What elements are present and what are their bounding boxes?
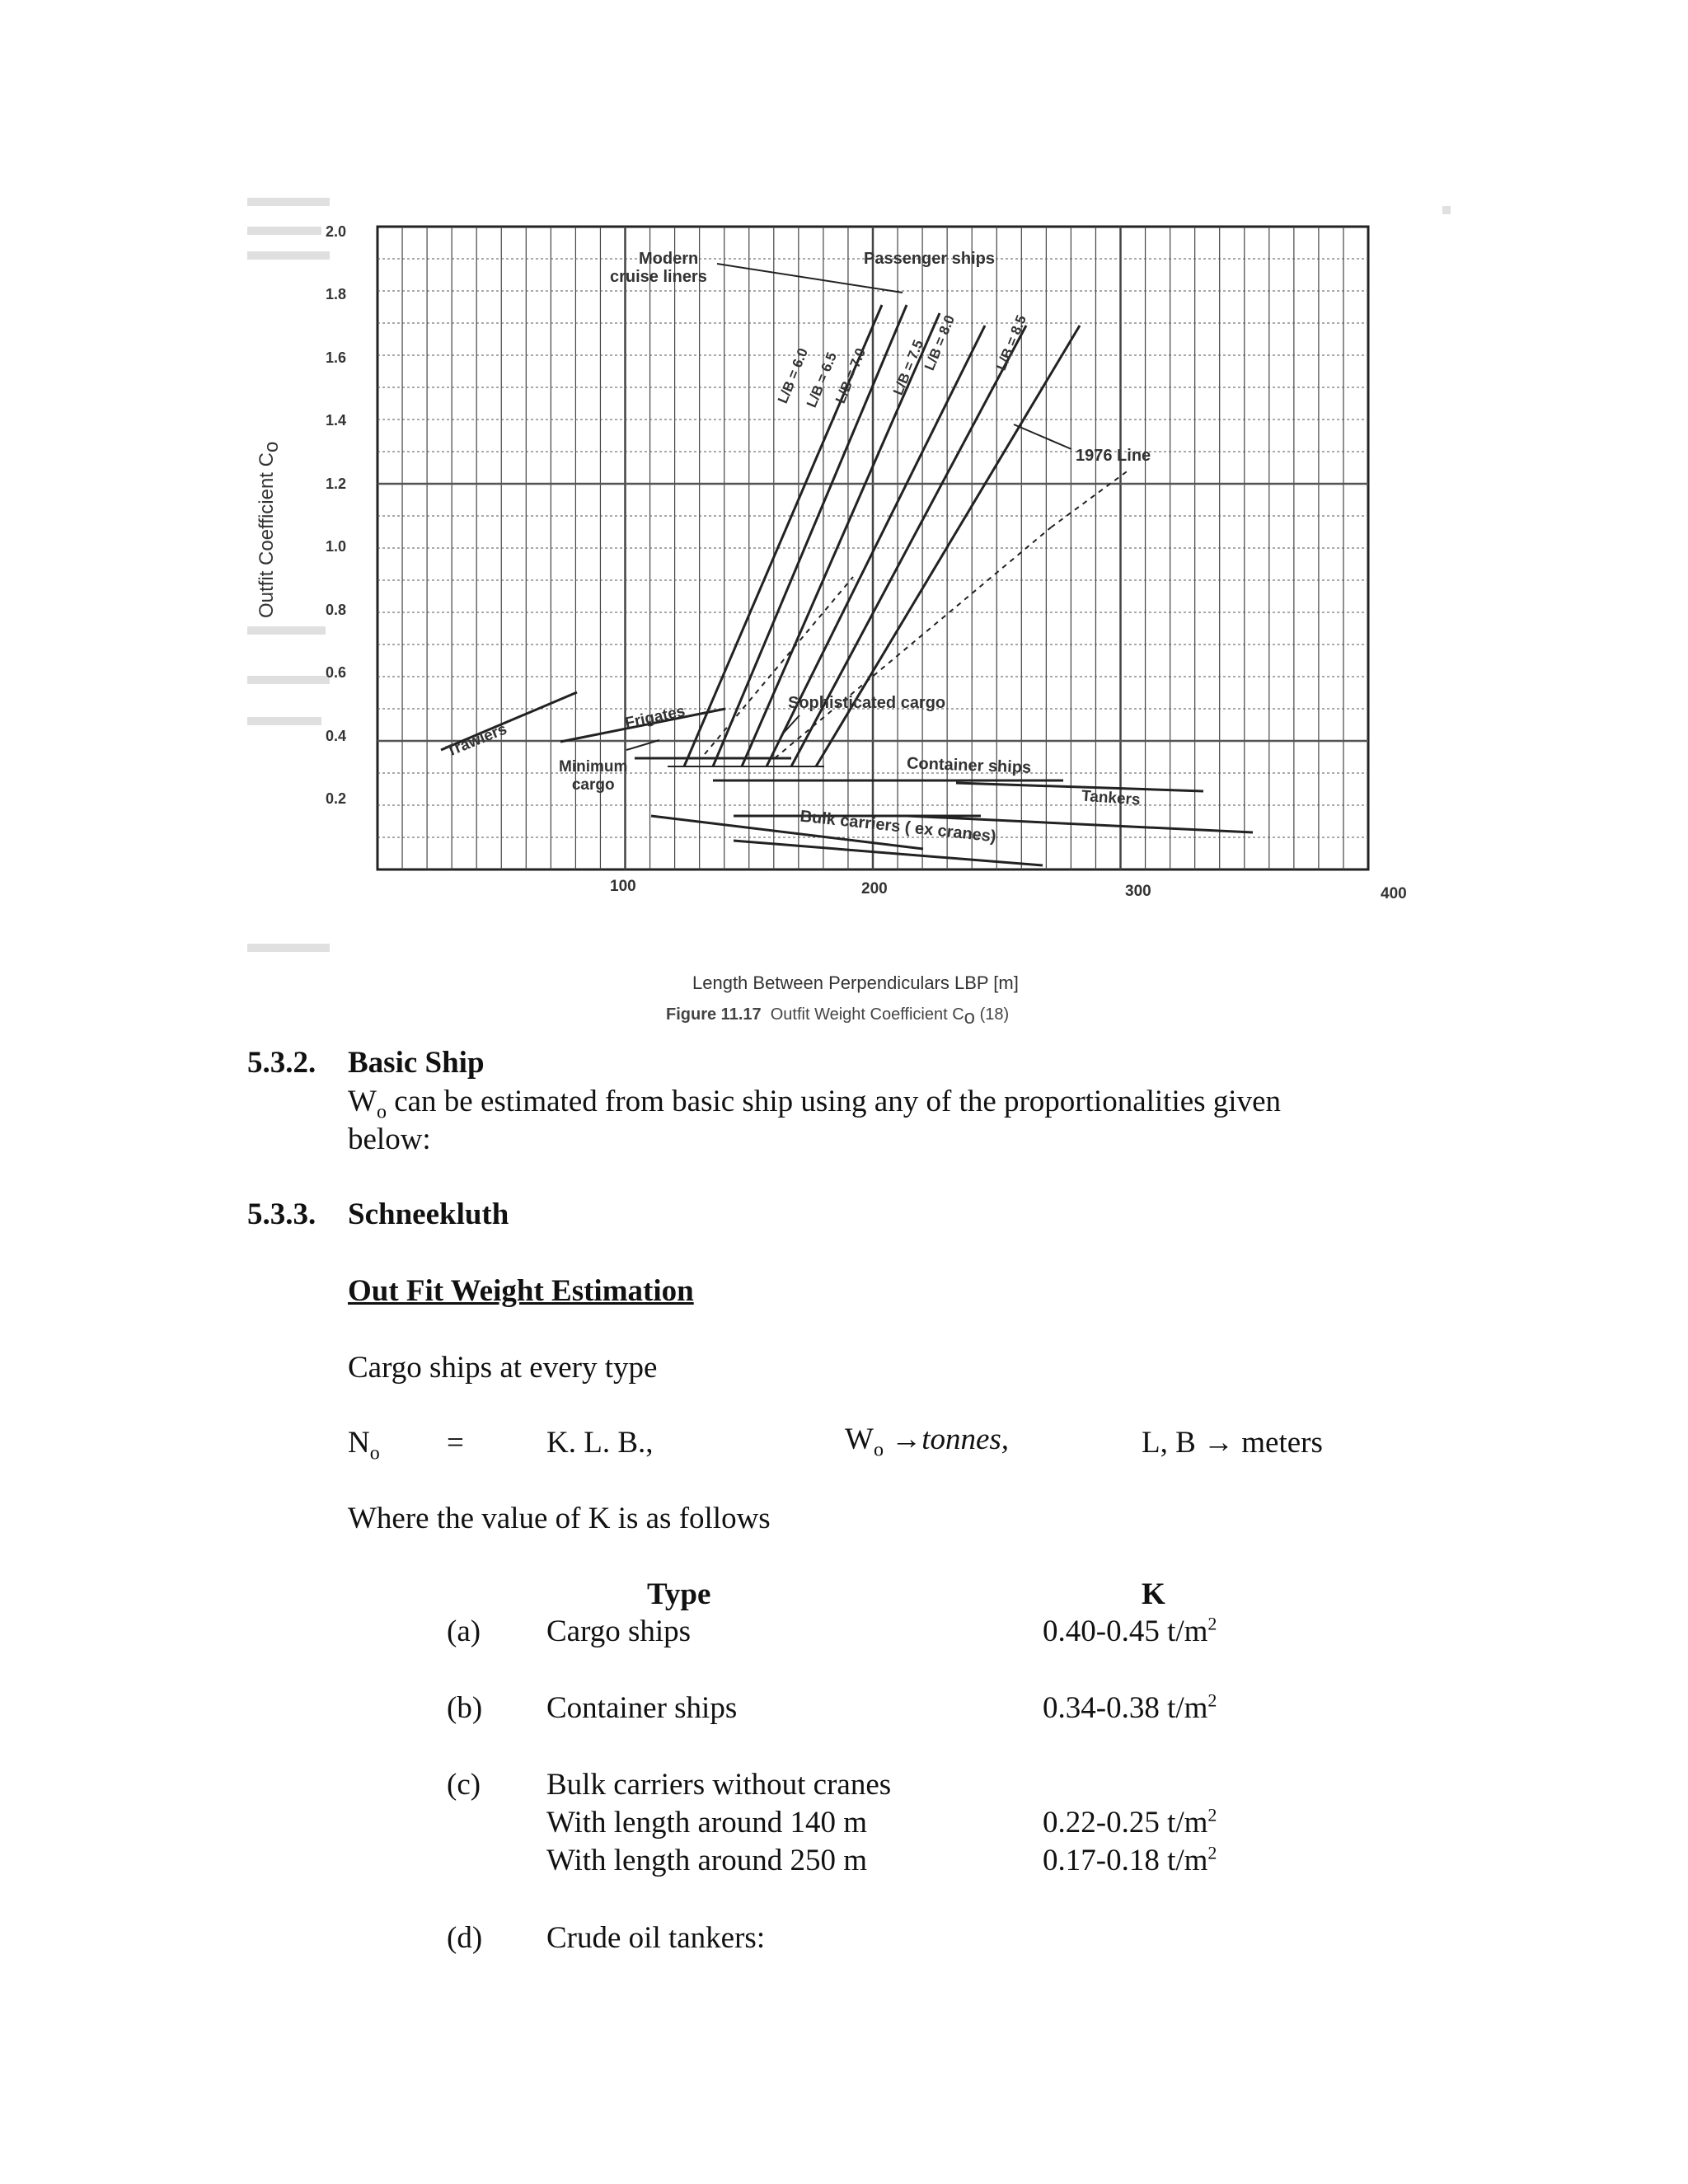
k-row-type: Bulk carriers without cranes — [546, 1768, 892, 1802]
label-passenger-ships: Passenger ships — [864, 250, 995, 268]
section-title-schneekluth: Schneekluth — [348, 1197, 509, 1231]
outfit-coefficient-figure — [247, 190, 1451, 1055]
label-tankers: Tankers — [1081, 787, 1142, 809]
figure-caption: Figure 11.17 Outfit Weight Coefficient $C_o$ (18) — [666, 1005, 1010, 1029]
label-bulk-carriers: Bulk carriers ( ex cranes) — [799, 807, 997, 846]
k-row-value: 0.17-0.18 $t/m^2$ — [1043, 1842, 1217, 1877]
k-value-intro: Where the value of K is as follows — [348, 1502, 771, 1535]
x-tick-label: 300 — [1125, 883, 1151, 900]
y-tick-label: 0.8 — [326, 601, 347, 618]
y-tick-label: 1.8 — [326, 286, 347, 303]
lb-ratio-label: L/B = 7.5 — [890, 337, 926, 398]
y-tick-label: 2.0 — [326, 223, 347, 240]
y-tick-label: 0.6 — [326, 664, 347, 682]
k-row-letter: (b) — [447, 1691, 483, 1725]
k-row-value: 0.22-0.25 $t/m^2$ — [1043, 1804, 1217, 1840]
y-tick-label: 1.6 — [326, 349, 347, 366]
k-row-type: With length around 140 m — [546, 1806, 868, 1840]
basic-ship-paragraph: $W_o$ can be estimated from basic ship using any of the proportionalities given below: — [348, 1085, 1282, 1156]
k-row-type: With length around 250 m — [546, 1844, 868, 1877]
formula-rhs: K. L. B., — [546, 1426, 654, 1460]
y-tick-label: 0.2 — [326, 790, 347, 807]
y-axis-label: Outfit Coefficient $C_o$ — [256, 441, 283, 618]
x-axis-label: Length Between Perpendiculars LBP [m] — [692, 972, 1019, 993]
k-row-letter: (a) — [447, 1615, 481, 1648]
outfit-weight-heading: Out Fit Weight Estimation — [348, 1274, 694, 1308]
k-row-letter: (c) — [447, 1768, 481, 1802]
x-tick-label: 100 — [610, 878, 636, 895]
line-1976-dotted — [1051, 470, 1129, 527]
lb-ratio-label: L/B = 8.0 — [921, 312, 958, 373]
k-row-value: 0.34-0.38 $t/m^2$ — [1043, 1690, 1217, 1725]
x-tick-label: 200 — [861, 880, 888, 898]
section-title-basic-ship: Basic Ship — [348, 1046, 485, 1080]
lb-ratio-label: L/B = 7.0 — [832, 345, 869, 406]
label-trawlers: Trawlers — [443, 720, 510, 761]
y-tick-label: 1.4 — [326, 412, 347, 429]
section-number-532: 5.3.2. — [247, 1046, 316, 1080]
passenger-dotted-line — [775, 527, 1051, 758]
lb-ratio-label: L/B = 8.5 — [993, 312, 1029, 373]
container-upper-line — [956, 783, 1203, 791]
label-frigates: Frigates — [623, 702, 687, 733]
label-minimum-cargo: Minimum cargo — [559, 758, 628, 794]
line-1976-arrow — [1014, 424, 1071, 449]
y-tick-label: 0.4 — [326, 727, 347, 744]
k-row-type: Crude oil tankers: — [546, 1921, 766, 1955]
lb-ratio-label: L/B = 6.0 — [775, 345, 811, 406]
label-sophisticated-cargo: Sophisticated cargo — [788, 694, 946, 712]
label-container-ships: Container ships — [906, 754, 1032, 777]
label-1976-line: 1976 Line — [1076, 447, 1151, 465]
cargo-ships-intro: Cargo ships at every type — [348, 1351, 658, 1385]
figure-canvas — [247, 190, 1451, 1055]
k-row-letter: (d) — [447, 1921, 483, 1955]
section-number-533: 5.3.3. — [247, 1197, 316, 1231]
formula-wo-units: $W_o$ →tonnes, — [845, 1422, 1010, 1461]
formula-equals: = — [447, 1426, 464, 1460]
y-tick-label: 1.0 — [326, 538, 347, 555]
formula-lhs: $N_o$ — [348, 1426, 380, 1465]
k-row-value: 0.40-0.45 $t/m^2$ — [1043, 1613, 1217, 1648]
x-tick-label: 400 — [1381, 885, 1407, 902]
label-modern-cruise: Modern cruise liners — [610, 250, 707, 286]
y-tick-label: 1.2 — [326, 475, 347, 492]
formula-lb-units: L, B → meters — [1142, 1426, 1323, 1460]
k-row-type: Container ships — [546, 1691, 738, 1725]
lb-ratio-label: L/B = 6.5 — [804, 349, 840, 410]
k-row-type: Cargo ships — [546, 1615, 692, 1648]
k-table-header-k: K — [1142, 1577, 1165, 1611]
k-table-header-type: Type — [647, 1577, 711, 1611]
